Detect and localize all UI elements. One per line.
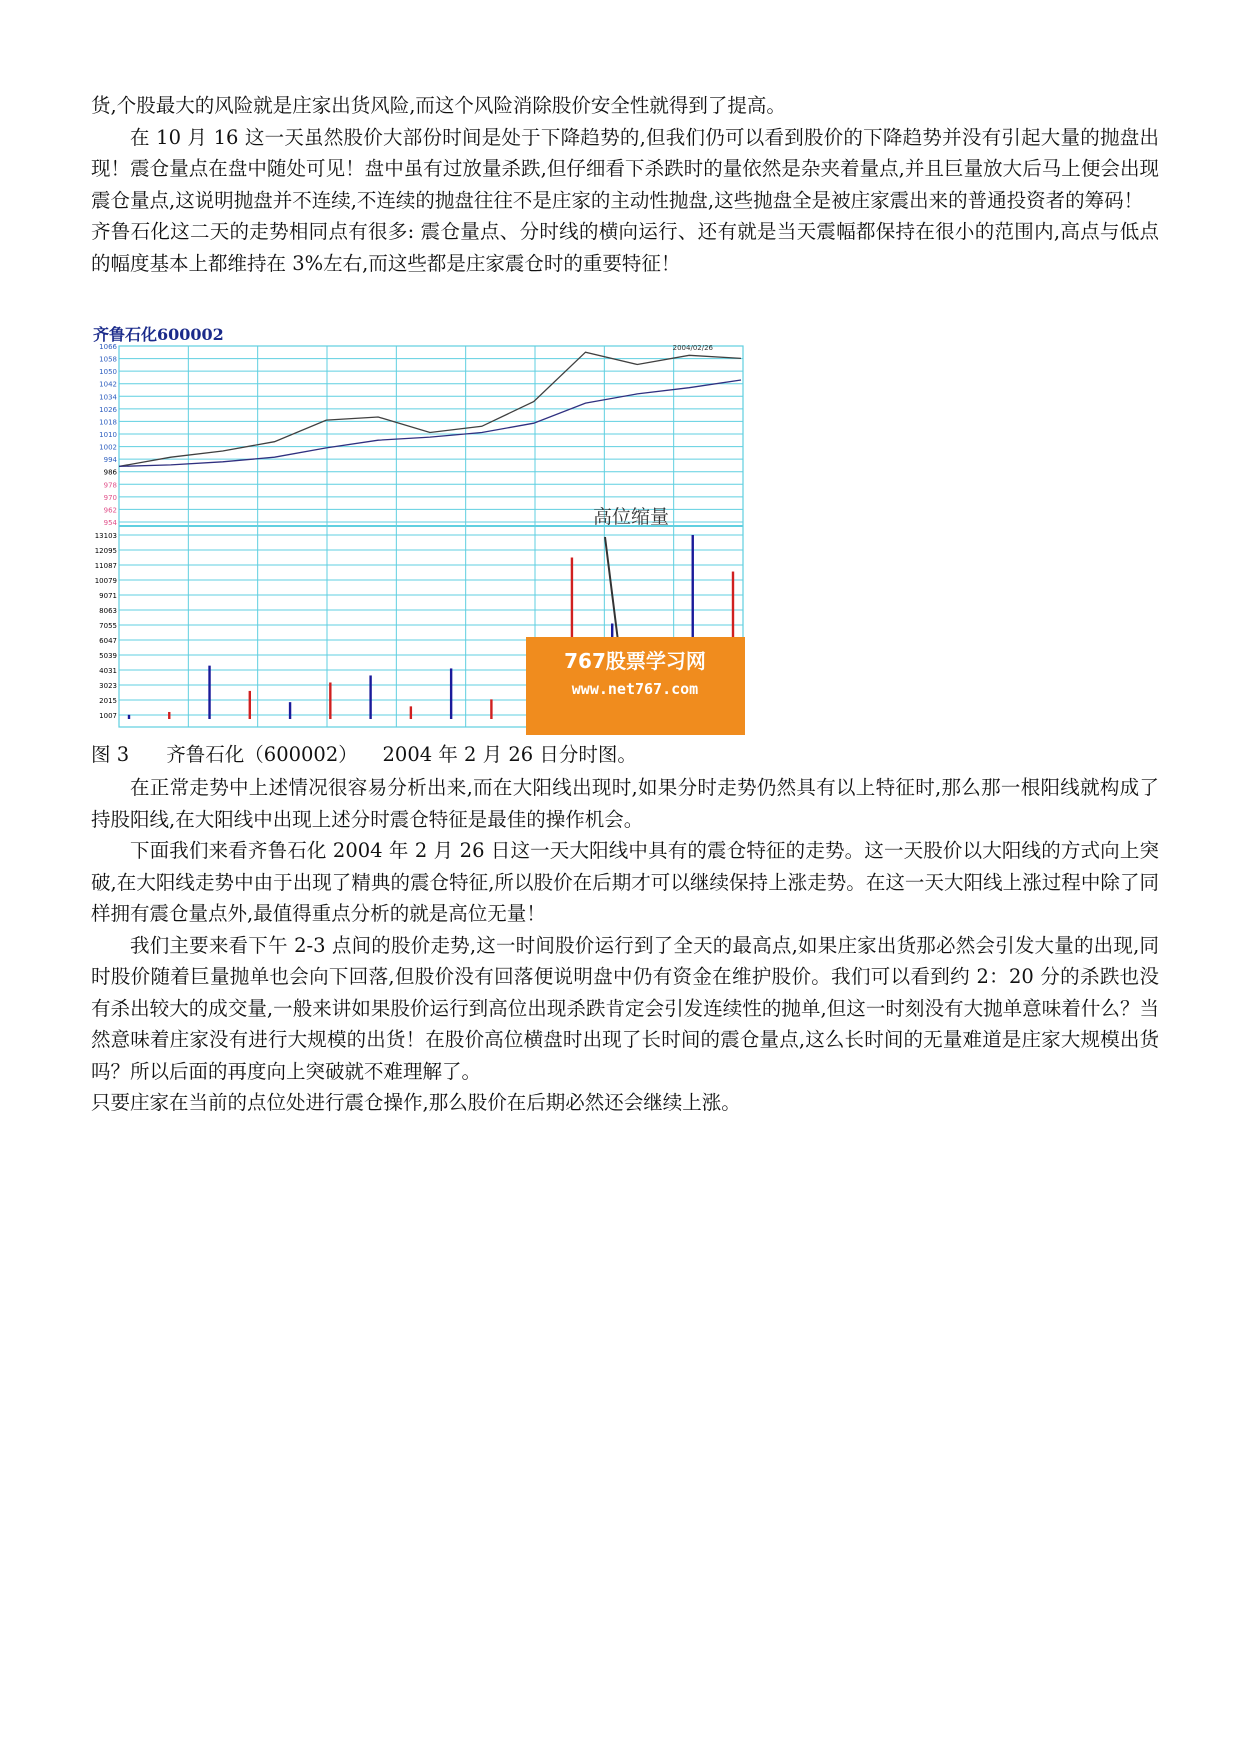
intraday-chart-figure: [91, 322, 745, 735]
top-paragraph: 在 10 月 16 这一天虽然股价大部份时间是处于下降趋势的,但我们仍可以看到股价的下降趋势并没有引起大量的抛盘出现！震仓量点在盘中随处可见！盘中虽有过放量杀跌,但仔细看下杀跌时的量依然是杂夹着量点,并且巨量放大后马上便会出现震仓量点,这说明抛盘并不连续,不连续的抛盘往往不是庄家的主动性抛盘,这些抛盘全是被庄家震出来的普通投资者的筹码！: [91, 125, 1159, 212]
volume-axis-label: 9071: [99, 592, 117, 600]
volume-bar: [410, 706, 412, 719]
text-block-top: [91, 90, 1159, 279]
volume-bar: [128, 715, 130, 719]
chart-stock-title: 齐鲁石化600002: [93, 325, 224, 344]
price-axis-label: 1018: [99, 418, 117, 427]
volume-axis-label: 13103: [94, 532, 117, 540]
bottom-paragraph: 我们主要来看下午 2-3 点间的股价走势,这一时间股价运行到了全天的最高点,如果庄家出货那必然会引发大量的出现,同时股价随着巨量抛单也会向下回落,但股价没有回落便说明盘中仍有资金在维护股价。我们可以看到约 2：20 分的杀跌也没有杀出较大的成交量,一般来讲如果股价运行到高位出现杀跌肯定会引发连续性的抛单,但这一时刻没有大抛单意味着什么？当然意味着庄家没有进行大规模的出货！在股价高位横盘时出现了长时间的震仓量点,这么长时间的无量难道是庄家大规模出货吗？所以后面的再度向上突破就不难理解了。: [91, 933, 1159, 1083]
volume-bar: [490, 699, 492, 719]
volume-axis-label: 4031: [99, 667, 117, 675]
volume-axis-label: 2015: [99, 697, 117, 705]
price-axis-label: 1050: [99, 368, 117, 377]
volume-bar: [168, 712, 170, 719]
bottom-paragraph: 下面我们来看齐鲁石化 2004 年 2 月 26 日这一天大阳线中具有的震仓特征的走势。这一天股价以大阳线的方式向上突破,在大阳线走势中由于出现了精典的震仓特征,所以股价在后期才可以继续保持上涨走势。在这一天大阳线上涨过程中除了同样拥有震仓量点外,最值得重点分析的就是高位无量！: [91, 839, 1159, 925]
volume-bar: [369, 675, 371, 719]
price-axis-label: 970: [103, 493, 117, 502]
volume-axis-label: 7055: [99, 622, 117, 630]
volume-axis-label: 12095: [94, 547, 117, 555]
price-axis-label: 962: [103, 506, 117, 515]
price-axis-label: 978: [103, 481, 117, 490]
volume-bar: [450, 668, 452, 719]
volume-axis-label: 6047: [99, 637, 117, 645]
text-block-bottom: [91, 772, 1159, 1119]
price-axis-label: 1034: [99, 393, 117, 402]
volume-bar: [289, 702, 291, 719]
watermark-url: www.net767.com: [571, 680, 699, 698]
volume-axis-label: 10079: [94, 577, 117, 585]
bottom-paragraph: 在正常走势中上述情况很容易分析出来,而在大阳线出现时,如果分时走势仍然具有以上特征时,那么那一根阳线就构成了持股阳线,在大阳线中出现上述分时震仓特征是最佳的操作机会。: [91, 776, 1159, 831]
watermark-title: 767股票学习网: [564, 649, 706, 673]
chart-annotation: 高位缩量: [592, 506, 670, 528]
top-paragraph: 齐鲁石化这二天的走势相同点有很多: 震仓量点、分时线的横向运行、还有就是当天震幅都保持在很小的范围内,高点与低点的幅度基本上都维持在 3%左右,而这些都是庄家震仓时的重要特征！: [91, 220, 1159, 275]
price-axis-label: 986: [103, 468, 117, 477]
top-paragraph: 货,个股最大的风险就是庄家出货风险,而这个风险消除股价安全性就得到了提高。: [91, 94, 786, 117]
price-axis-label: 1002: [99, 443, 117, 452]
price-axis-label: 1042: [99, 380, 117, 389]
figure-caption: 图 3 齐鲁石化（600002） 2004 年 2 月 26 日分时图。: [91, 743, 637, 766]
volume-axis-label: 5039: [99, 652, 117, 660]
price-axis-label: 994: [103, 456, 117, 465]
volume-bar: [208, 666, 210, 719]
volume-bar: [249, 691, 251, 719]
volume-axis-label: 8063: [99, 607, 117, 615]
intraday-chart: [91, 322, 745, 735]
price-axis-label: 1010: [99, 431, 117, 439]
volume-axis-label: 3023: [99, 682, 117, 690]
bottom-paragraph: 只要庄家在当前的点位处进行震仓操作,那么股价在后期必然还会继续上涨。: [91, 1091, 741, 1114]
volume-axis-label: 1007: [99, 712, 117, 720]
volume-axis-label: 11087: [94, 562, 117, 570]
volume-bar: [329, 682, 331, 719]
price-axis-label: 1026: [99, 405, 117, 414]
price-axis-label: 1058: [99, 355, 117, 364]
price-axis-label: 954: [103, 519, 117, 527]
chart-date-label: 2004/02/26: [672, 344, 713, 352]
price-axis-label: 1066: [99, 343, 117, 351]
